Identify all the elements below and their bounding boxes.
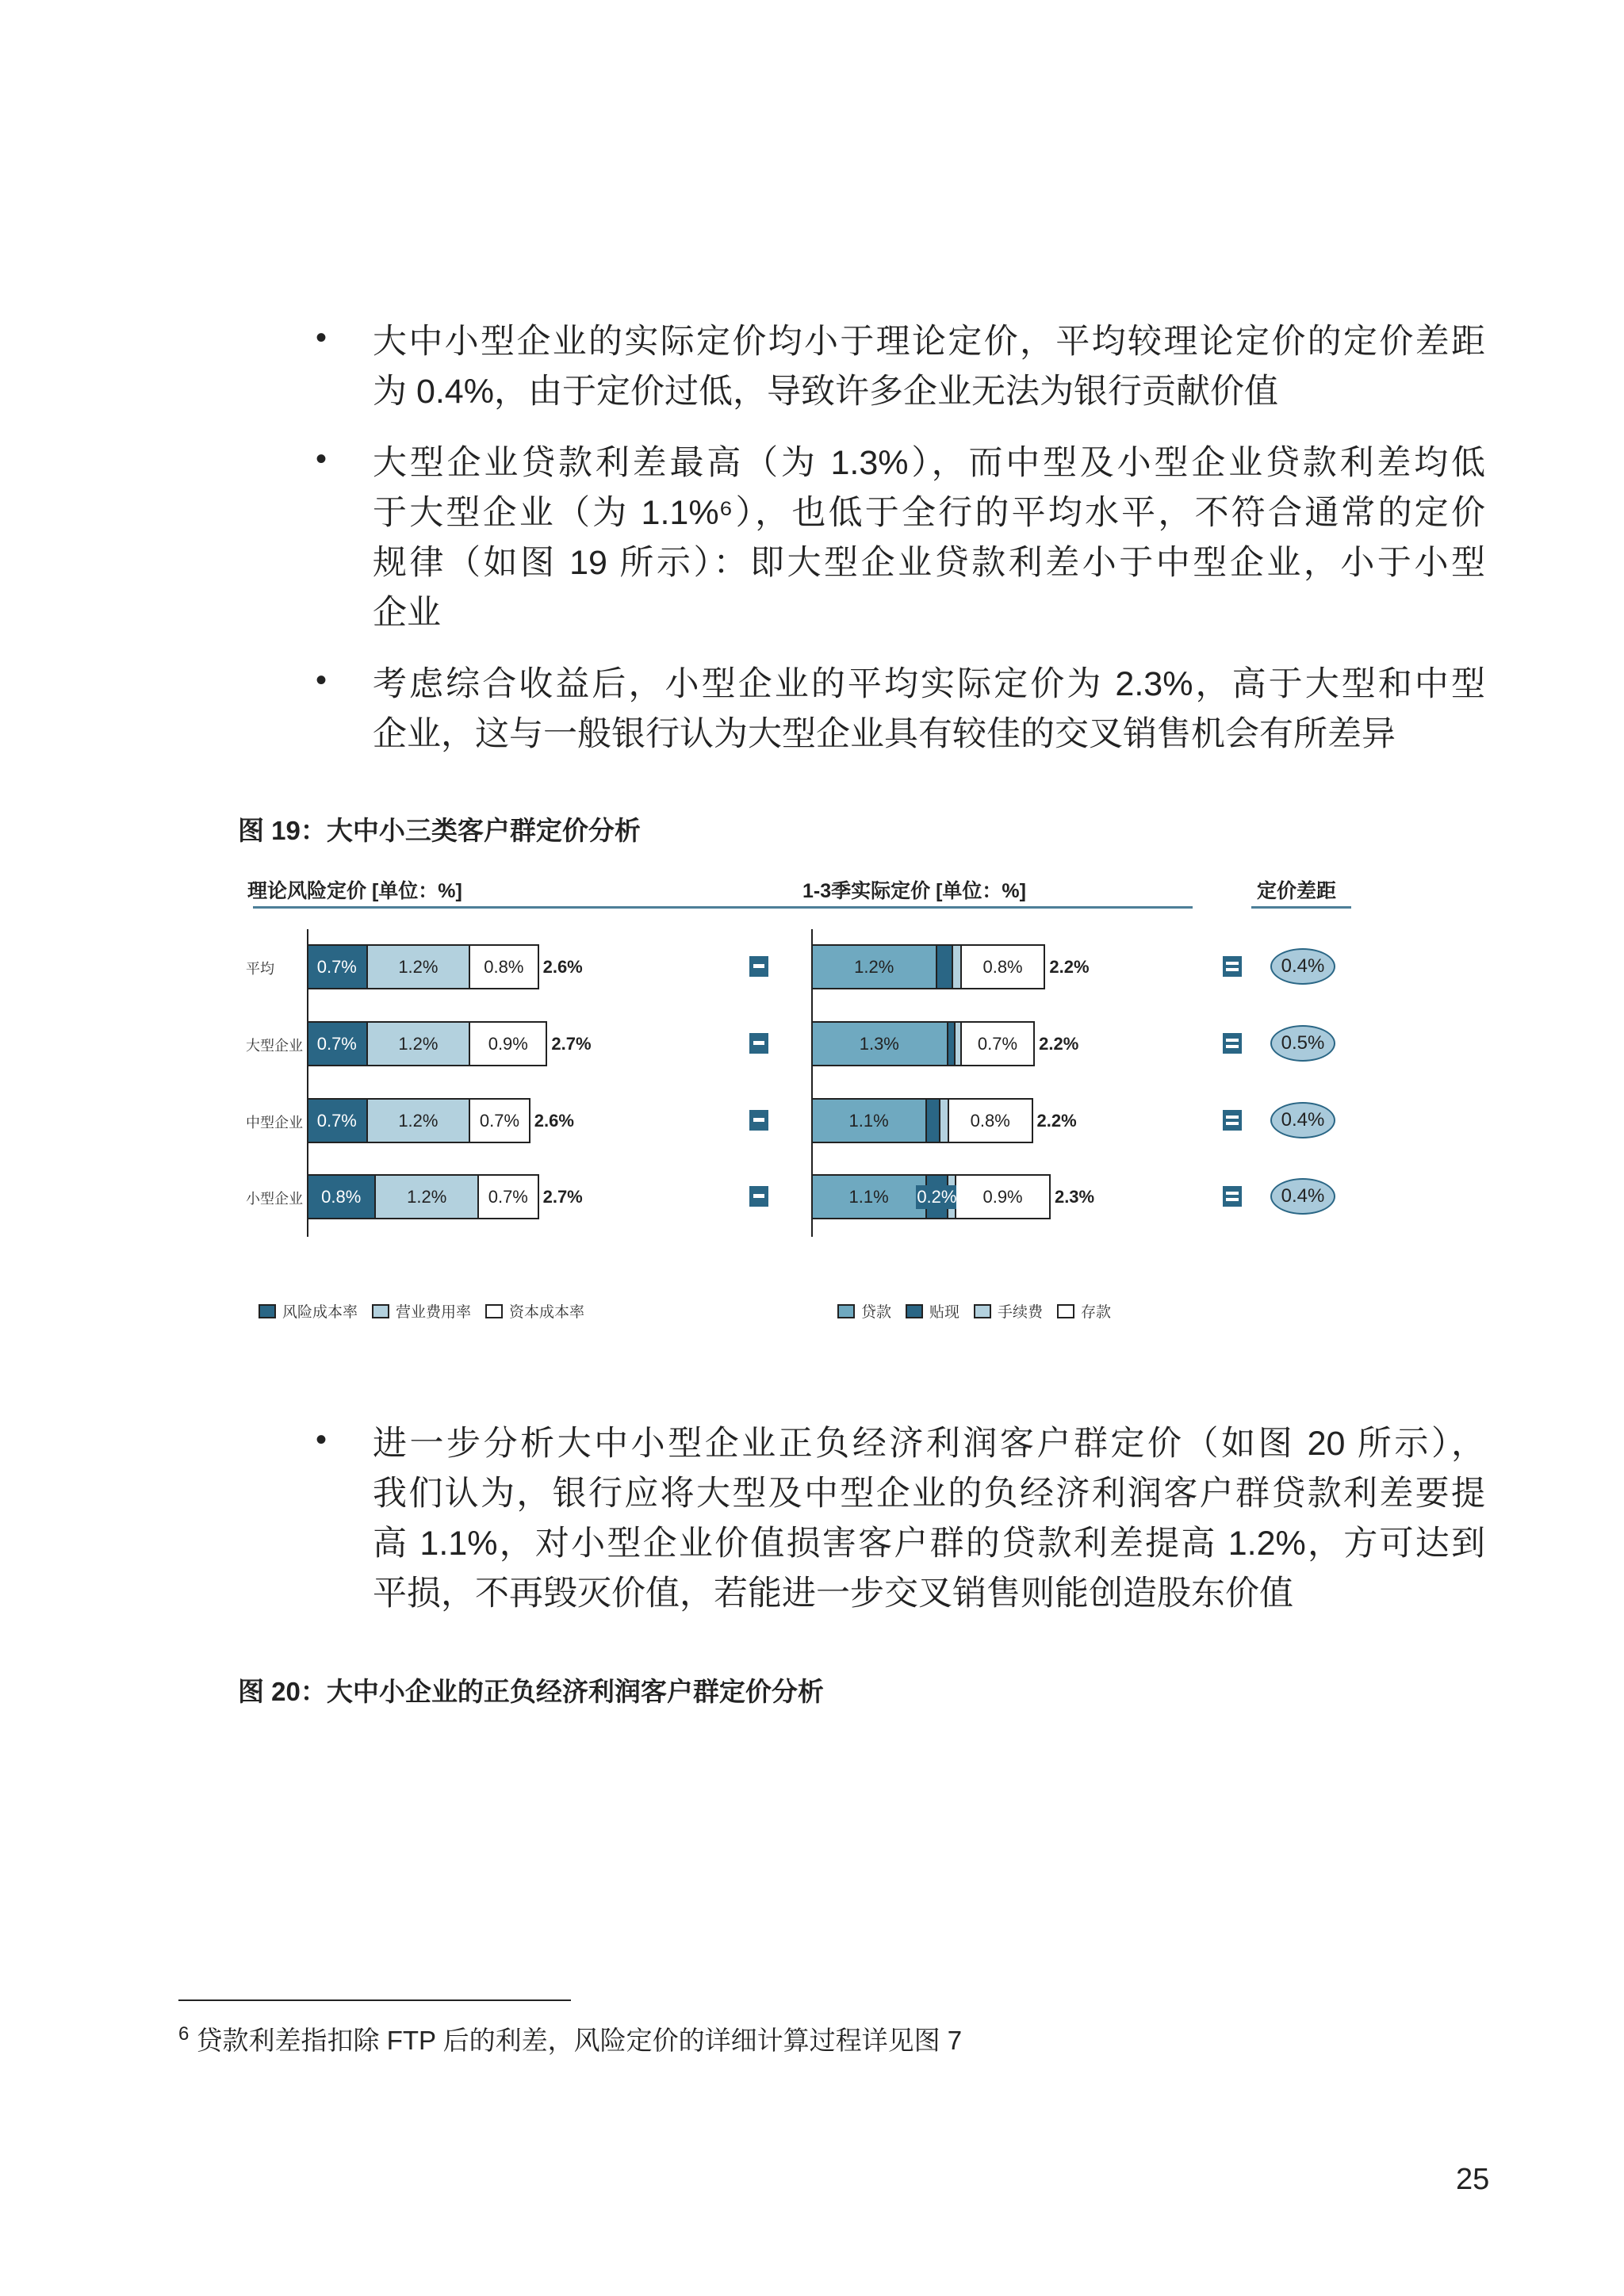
actual-total-label: 2.3% <box>1054 1187 1095 1207</box>
theory-bar-label: 0.8% <box>320 1185 362 1209</box>
gap-title: 定价差距 <box>1257 880 1337 902</box>
theory-total-label: 2.6% <box>534 1111 574 1131</box>
theory-chart-title: 理论风险定价 [单位：%] <box>247 880 462 902</box>
actual-bar-segment <box>948 1021 956 1066</box>
theory-bar-segment <box>470 944 538 989</box>
row-label: 大型企业 <box>246 1038 303 1054</box>
theory-bar-segment <box>376 1174 479 1219</box>
actual-bar-segment <box>940 1098 949 1143</box>
minus-icon <box>749 1186 768 1207</box>
actual-bar-segment <box>917 1174 957 1219</box>
legend-label: 风险成本率 <box>282 1304 358 1321</box>
legend-swatch <box>837 1304 855 1318</box>
theory-bar-segment <box>470 1098 530 1143</box>
paragraph-line: 考虑综合收益后，小型企业的平均实际定价为 2.3%，高于大型和中型 <box>373 665 1485 703</box>
legend-label: 贴现 <box>929 1304 960 1321</box>
legend-swatch <box>259 1304 276 1318</box>
actual-bar-label: 0.8% <box>982 955 1023 979</box>
bullet-marker: • <box>316 1422 327 1457</box>
equals-icon <box>1223 1110 1242 1131</box>
actual-total-label: 2.2% <box>1039 1034 1079 1054</box>
footnote-divider <box>178 1999 571 2001</box>
legend-swatch <box>372 1304 389 1318</box>
footnote-text: 贷款利差指扣除 FTP 后的利差，风险定价的详细计算过程详见图 7 <box>196 2026 963 2055</box>
theory-bar-label: 0.7% <box>316 1109 358 1133</box>
theory-bar-label: 1.2% <box>406 1185 447 1209</box>
legend-swatch <box>906 1304 923 1318</box>
bullet-paragraph <box>373 438 1485 638</box>
theory-bar-label: 0.7% <box>479 1109 520 1133</box>
actual-axis <box>811 929 813 1237</box>
theory-total-label: 2.6% <box>542 957 583 977</box>
theory-bar-label: 0.8% <box>483 955 524 979</box>
legend-label: 贷款 <box>861 1304 892 1321</box>
actual-bar-segment <box>962 1021 1035 1066</box>
theory-bar-segment <box>470 1021 547 1066</box>
actual-bar-segment <box>812 944 937 989</box>
bullet-paragraph <box>373 660 1485 760</box>
theory-total-label: 2.7% <box>542 1187 583 1207</box>
gap-value-badge: 0.4% <box>1270 1102 1335 1138</box>
theory-bar-label: 0.7% <box>488 1185 529 1209</box>
equals-icon <box>1223 956 1242 977</box>
theory-bar-segment <box>308 1021 368 1066</box>
actual-bar-segment <box>812 1098 927 1143</box>
theory-axis <box>307 929 308 1237</box>
actual-bar-label: 1.1% <box>848 1185 890 1209</box>
paragraph-line: 平损，不再毁灭价值，若能进一步交叉销售则能创造股东价值 <box>373 1575 1293 1613</box>
theory-legend <box>259 1300 599 1322</box>
equals-icon <box>1223 1186 1242 1207</box>
theory-bar-segment <box>368 1098 471 1143</box>
actual-bar-label: 0.8% <box>970 1109 1011 1133</box>
legend-label: 手续费 <box>998 1304 1044 1321</box>
actual-legend <box>837 1300 1125 1322</box>
bullet-paragraph <box>373 317 1485 417</box>
theory-bar-segment <box>308 944 368 989</box>
minus-icon <box>749 1033 768 1054</box>
footnote-mark: 6 <box>178 2023 190 2045</box>
legend-swatch <box>1057 1304 1074 1318</box>
theory-total-label: 2.7% <box>551 1034 592 1054</box>
paragraph-line: 高 1.1%，对小型企业价值损害客户群的贷款利差提高 1.2%，方可达到 <box>373 1525 1485 1563</box>
page-number: 25 <box>1456 2163 1490 2196</box>
theory-bar-label: 1.2% <box>397 1109 439 1133</box>
actual-bar-segment <box>953 944 962 989</box>
paragraph-line: 我们认为，银行应将大型及中型企业的负经济利润客户群贷款利差要提 <box>373 1475 1485 1513</box>
legend-label: 资本成本率 <box>509 1304 585 1321</box>
minus-icon <box>749 956 768 977</box>
actual-bar-segment <box>812 1021 948 1066</box>
paragraph-line: 于大型企业（为 1.1%⁶），也低于全行的平均水平，不符合通常的定价 <box>373 494 1485 532</box>
actual-bar-segment <box>949 1098 1033 1143</box>
actual-total-label: 2.2% <box>1049 957 1090 977</box>
actual-bar-label: 0.7% <box>977 1032 1018 1056</box>
paragraph-line: 大中小型企业的实际定价均小于理论定价，平均较理论定价的定价差距 <box>373 323 1485 361</box>
paragraph-line: 企业，这与一般银行认为大型企业具有较佳的交叉销售机会有所差异 <box>373 715 1396 753</box>
paragraph-line: 为 0.4%，由于定价过低，导致许多企业无法为银行贡献价值 <box>373 373 1278 411</box>
actual-bar-label: 0.9% <box>982 1185 1023 1209</box>
paragraph-line: 大型企业贷款利差最高（为 1.3%），而中型及小型企业贷款利差均低 <box>373 444 1485 482</box>
actual-bar-label: 1.1% <box>848 1109 890 1133</box>
footnote <box>178 2020 962 2057</box>
gap-value-badge: 0.5% <box>1270 1025 1335 1062</box>
row-label: 中型企业 <box>246 1115 303 1131</box>
theory-bar-segment <box>479 1174 539 1219</box>
theory-bar-label: 0.7% <box>316 1032 358 1056</box>
bullet-marker: • <box>316 442 327 476</box>
row-label: 平均 <box>246 961 274 977</box>
actual-bar-label: 1.2% <box>853 955 894 979</box>
actual-bar-label: 1.3% <box>859 1032 900 1056</box>
actual-total-label: 2.2% <box>1036 1111 1077 1131</box>
actual-bar-label: 0.2% <box>916 1185 957 1209</box>
actual-bar-segment <box>956 1174 1051 1219</box>
gap-value-badge: 0.4% <box>1270 948 1335 985</box>
equals-icon <box>1223 1033 1242 1054</box>
minus-icon <box>749 1110 768 1131</box>
legend-label: 存款 <box>1081 1304 1112 1321</box>
theory-bar-segment <box>368 1021 471 1066</box>
theory-bar-label: 0.9% <box>488 1032 529 1056</box>
theory-bar-label: 0.7% <box>316 955 358 979</box>
actual-bar-segment <box>962 944 1046 989</box>
theory-bar-label: 1.2% <box>397 955 439 979</box>
figure-19-caption: 图 19：大中小三类客户群定价分析 <box>238 816 641 845</box>
actual-chart-title: 1-3季实际定价 [单位：%] <box>802 880 1026 902</box>
legend-swatch <box>974 1304 991 1318</box>
actual-bar-segment <box>956 1021 962 1066</box>
gap-header-divider <box>1251 906 1351 909</box>
figure-20-caption: 图 20：大中小企业的正负经济利润客户群定价分析 <box>238 1677 824 1706</box>
legend-swatch <box>485 1304 503 1318</box>
bullet-marker: • <box>316 320 327 355</box>
bullet-marker: • <box>316 663 327 698</box>
header-divider <box>253 906 1193 909</box>
bullet-paragraph <box>373 1419 1485 1619</box>
paragraph-line: 规律（如图 19 所示）：即大型企业贷款利差小于中型企业，小于小型 <box>373 544 1485 582</box>
theory-bar-label: 1.2% <box>397 1032 439 1056</box>
legend-label: 营业费用率 <box>396 1304 472 1321</box>
row-label: 小型企业 <box>246 1191 303 1207</box>
paragraph-line: 企业 <box>373 594 441 632</box>
actual-bar-segment <box>812 1174 927 1219</box>
paragraph-line: 进一步分析大中小型企业正负经济利润客户群定价（如图 20 所示）， <box>373 1425 1485 1463</box>
actual-bar-segment <box>937 944 953 989</box>
theory-bar-segment <box>368 944 471 989</box>
theory-bar-segment <box>308 1174 376 1219</box>
gap-value-badge: 0.4% <box>1270 1178 1335 1215</box>
theory-bar-segment <box>308 1098 368 1143</box>
actual-bar-segment <box>927 1098 940 1143</box>
